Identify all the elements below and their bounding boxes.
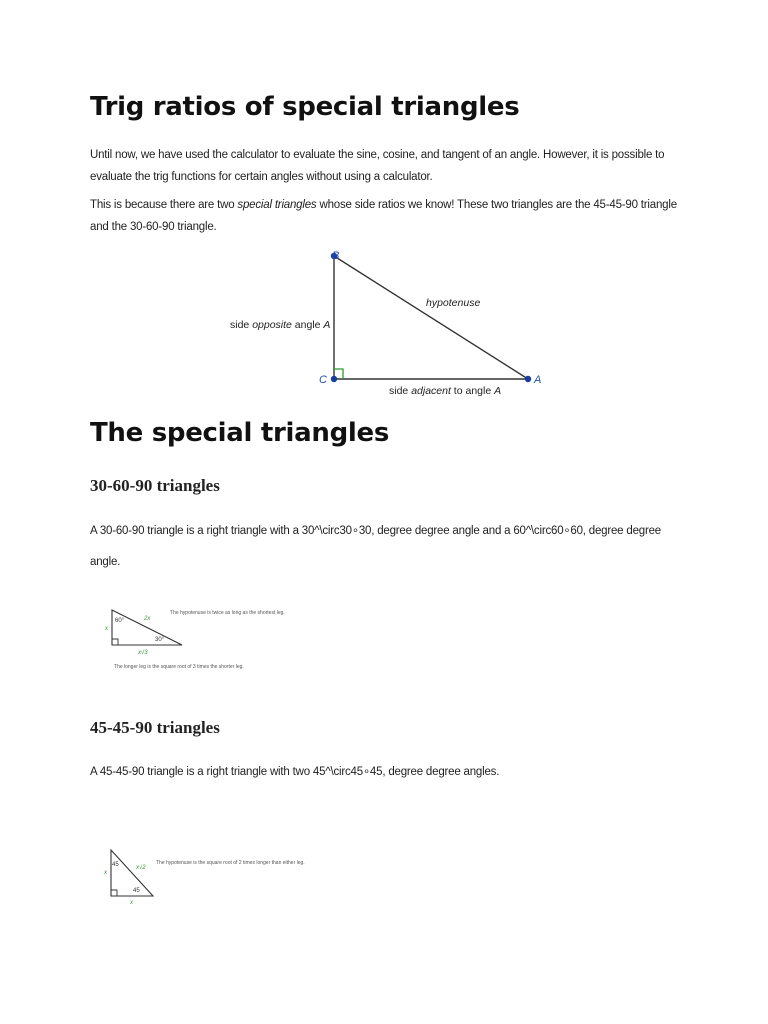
hypotenuse-label: hypotenuse: [426, 297, 481, 309]
intro-p2-before: This is because there are two: [90, 199, 238, 211]
right-angle-marker-30: [112, 639, 118, 645]
adjacent-side-label: side adjacent to angle A: [389, 385, 502, 397]
opposite-side-label: side opposite angle A: [230, 319, 331, 331]
vertex-b-label: B: [332, 250, 340, 262]
heading-45-45-90: 45-45-90 triangles: [90, 718, 220, 737]
long-leg-label: x√3: [138, 650, 148, 656]
caption-30-top: The hypotenuse is twice as long as the shortest leg.: [170, 610, 285, 616]
leg-left-label: x: [104, 870, 107, 876]
intro-p2-after: whose side ratios we know! These two triangles are the 45-45-90 triangle and the 30-60-90 triangle.: [90, 199, 677, 233]
paragraph-30-60-90: A 30-60-90 triangle is a right triangle with a 30^\circ30∘30, degree degree angle and a 60^\circ60∘60, degree degree angle.: [90, 525, 661, 568]
hyp-x-root2-label: x√2: [136, 865, 146, 871]
intro-p2-emphasis: special triangles: [237, 199, 317, 211]
caption-30-bottom: The longer leg is the square root of 3 times the shorter leg.: [114, 664, 244, 670]
hyp-2x-label: 2x: [144, 616, 151, 622]
figure-45-45-90: [104, 843, 344, 907]
right-triangle-diagram: [222, 246, 552, 402]
caption-45: The hypotenuse is the square root of 2 times longer than either leg.: [156, 860, 305, 866]
angle-45-top-label: 45: [112, 862, 119, 868]
hypotenuse-line: [334, 256, 528, 379]
paragraph-45-45-90: A 45-45-90 triangle is a right triangle with two 45^\circ45∘45, degree degree angles.: [90, 766, 500, 778]
section-title-special-triangles: The special triangles: [90, 418, 390, 448]
leg-bottom-label: x: [130, 900, 133, 906]
vertex-c-label: C: [319, 374, 327, 386]
angle-60-label: 60°: [115, 618, 125, 624]
triangle-45-45-90: [111, 850, 153, 896]
angle-45-bottom-label: 45: [133, 888, 140, 894]
figure-30-60-90: [104, 600, 304, 678]
angle-30-label: 30°: [155, 637, 165, 643]
vertex-a-point: [525, 376, 531, 382]
intro-paragraph-2: [90, 194, 680, 238]
vertex-c-point: [331, 376, 337, 382]
vertex-a-label: A: [534, 374, 542, 386]
right-angle-marker-45: [111, 890, 117, 896]
page-title: Trig ratios of special triangles: [90, 92, 520, 122]
heading-30-60-90: 30-60-90 triangles: [90, 476, 220, 495]
intro-paragraph-1: Until now, we have used the calculator to evaluate the sine, cosine, and tangent of an angle. However, it is possible to evaluate the trig functions for certain angles without using a calculator.: [90, 149, 665, 183]
short-leg-label: x: [105, 626, 108, 632]
